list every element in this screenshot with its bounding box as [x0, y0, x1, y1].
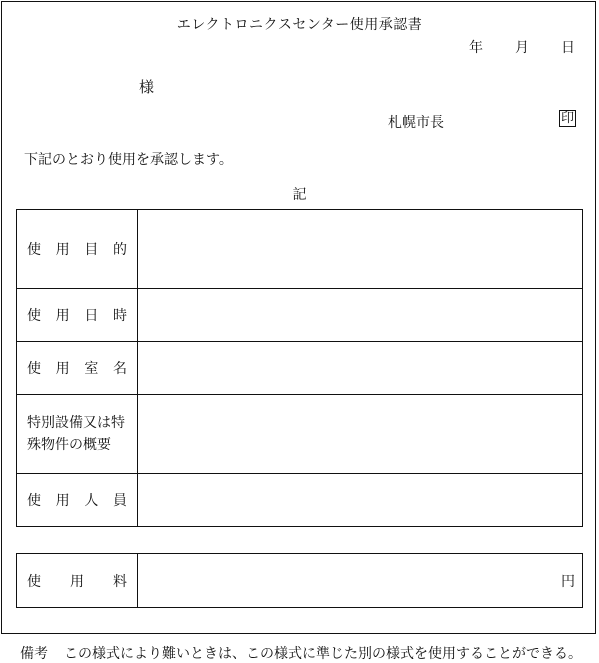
room-field[interactable] — [138, 342, 583, 395]
ki-heading: 記 — [292, 187, 307, 203]
date-month: 月 — [515, 40, 529, 56]
label-char: 名 — [112, 361, 127, 377]
fee-table — [16, 553, 583, 608]
label-char: 人 — [84, 493, 99, 509]
seal-mark: 印 — [560, 111, 574, 126]
recipient-suffix: 様 — [139, 78, 155, 96]
date-day: 日 — [561, 40, 575, 56]
label-char: 時 — [112, 308, 127, 324]
table-row — [17, 342, 583, 395]
attendees-field[interactable] — [138, 474, 583, 527]
approval-statement: 下記のとおり使用を承認します。 — [24, 152, 233, 168]
label-char: 室 — [84, 361, 99, 377]
date-line — [469, 37, 575, 57]
label-char: 使 — [27, 573, 41, 590]
label-char: 目 — [84, 242, 99, 258]
table-row — [17, 395, 583, 474]
label-char: 用 — [55, 361, 70, 377]
label-char: 使 — [27, 493, 41, 509]
label-fee — [17, 554, 138, 608]
label-purpose — [17, 210, 138, 289]
remarks — [20, 643, 582, 663]
label-char: 用 — [70, 573, 84, 590]
usage-table — [16, 209, 583, 527]
label-char: 用 — [55, 242, 70, 258]
remarks-label: 備考 — [20, 646, 48, 662]
datetime-field[interactable] — [138, 289, 583, 342]
label-char: 使 — [27, 308, 41, 324]
label-line: 殊物件の概要 — [27, 437, 111, 453]
label-line: 特別設備又は特 — [27, 415, 125, 431]
fee-field[interactable] — [138, 554, 583, 608]
label-char: 員 — [112, 493, 127, 509]
table-row — [17, 474, 583, 527]
issuer-name: 札幌市長 — [388, 115, 444, 131]
label-char: 料 — [113, 573, 127, 590]
remarks-text: この様式により難いときは、この様式に準じた別の様式を使用することができる。 — [64, 646, 582, 662]
label-char: 使 — [27, 242, 41, 258]
label-char: 的 — [112, 242, 127, 258]
label-char: 用 — [55, 308, 70, 324]
label-char: 用 — [55, 493, 70, 509]
table-row — [17, 554, 583, 608]
label-char: 日 — [84, 308, 99, 324]
document-title: エレクトロニクスセンター使用承認書 — [176, 17, 423, 33]
label-room — [17, 342, 138, 395]
label-special-equipment — [17, 395, 138, 474]
date-year: 年 — [469, 40, 483, 56]
label-datetime — [17, 289, 138, 342]
table-row — [17, 210, 583, 289]
yen-unit: 円 — [561, 573, 575, 590]
purpose-field[interactable] — [138, 210, 583, 289]
table-row — [17, 289, 583, 342]
label-char: 使 — [27, 361, 41, 377]
special-equipment-field[interactable] — [138, 395, 583, 474]
label-attendees — [17, 474, 138, 527]
